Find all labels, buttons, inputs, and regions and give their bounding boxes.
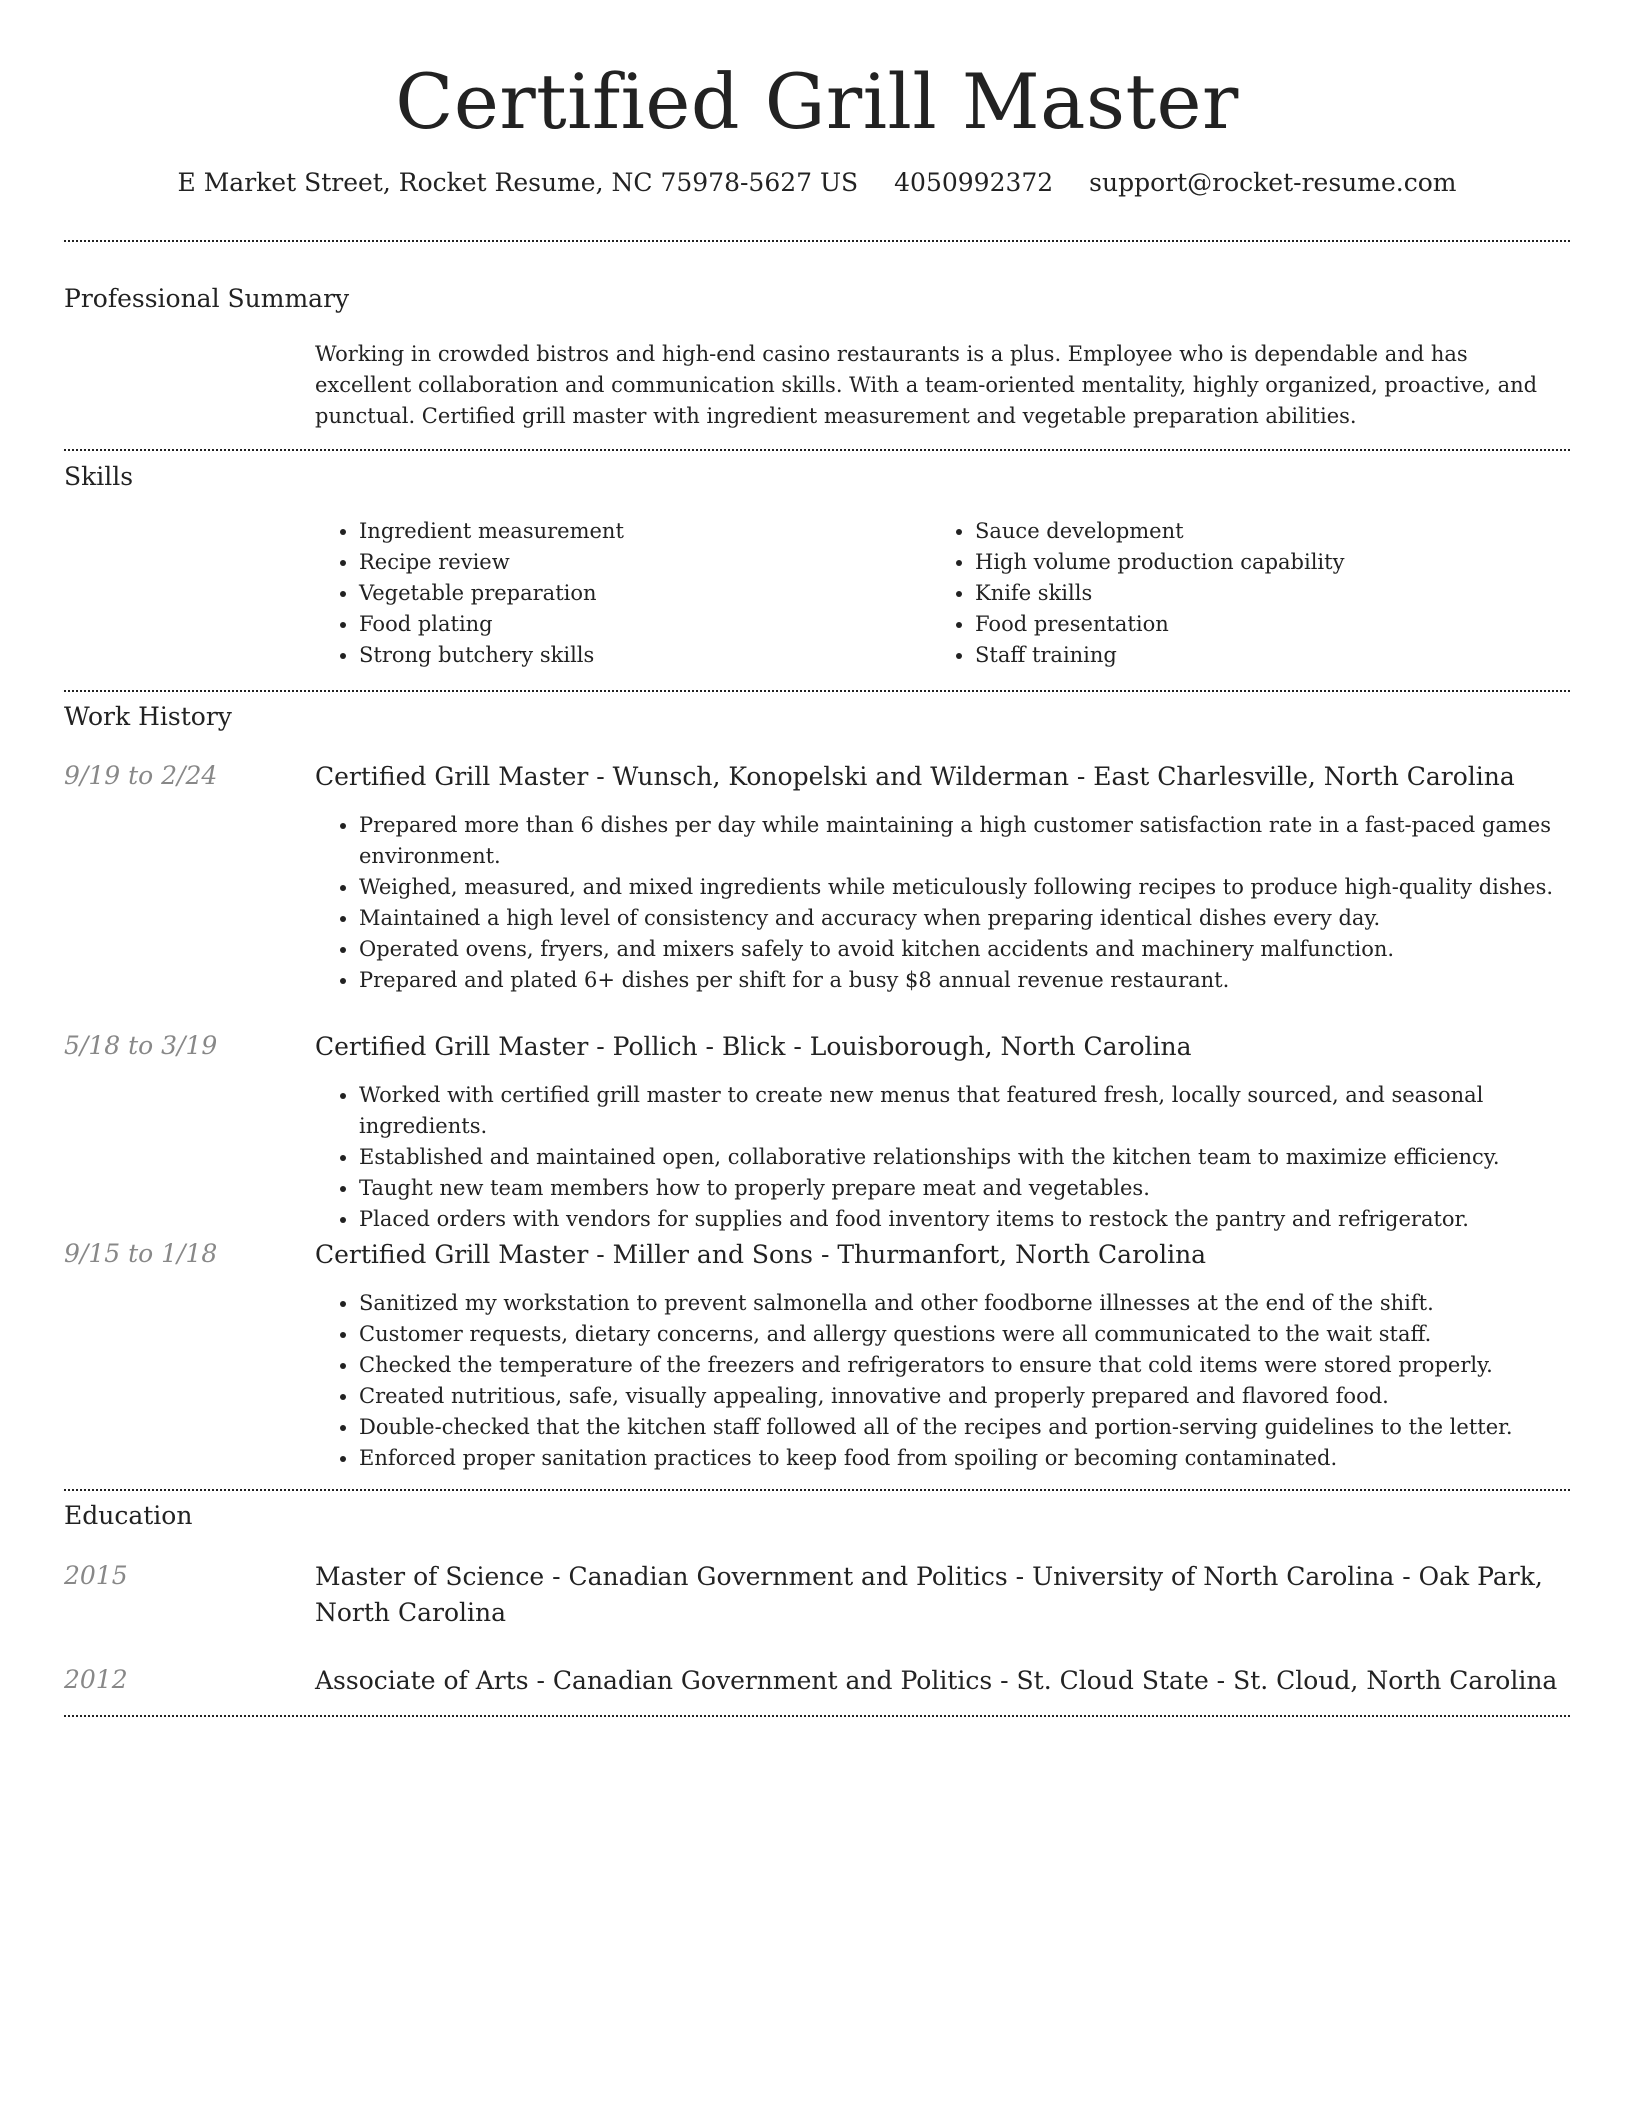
job-bullet: • Established and maintained open, collaborative relationships with the kitchen team to maximize efficiency. — [359, 1142, 1570, 1173]
job-dates: 9/19 to 2/24 — [64, 761, 218, 790]
job-bullet: • Worked with certified grill master to create new menus that featured fresh, locally sourced, and seasonal ingredients. — [359, 1080, 1570, 1142]
skill-item: • Food presentation — [975, 609, 1531, 640]
resume-page — [64, 0, 1570, 1695]
skill-item: • Vegetable preparation — [359, 578, 915, 609]
divider — [64, 240, 1570, 242]
job-bullet: • Customer requests, dietary concerns, and allergy questions were all communicated to the wait staff. — [359, 1319, 1570, 1350]
job-bullet: • Operated ovens, fryers, and mixers safely to avoid kitchen accidents and machinery malfunction. — [359, 934, 1570, 965]
skill-item: • Food plating — [359, 609, 915, 640]
skills-list-right — [931, 516, 1531, 671]
job-dates: 9/15 to 1/18 — [64, 1239, 218, 1268]
job-heading: Certified Grill Master - Pollich - Blick - Louisborough, North Carolina — [315, 1032, 1192, 1061]
section-title-summary: Professional Summary — [64, 284, 350, 313]
job-bullet: • Double-checked that the kitchen staff followed all of the recipes and portion-serving guidelines to the letter. — [359, 1412, 1570, 1443]
job-bullets — [315, 1288, 1570, 1474]
job-bullets — [315, 1080, 1570, 1235]
contact-line — [64, 168, 1570, 197]
skill-item: • Sauce development — [975, 516, 1531, 547]
job-heading: Certified Grill Master - Wunsch, Konopelski and Wilderman - East Charlesville, North Carolina — [315, 762, 1515, 791]
education-heading: Master of Science - Canadian Government and Politics - University of North Carolina - Oak Park, North Carolina — [315, 1562, 1543, 1627]
job-bullet: • Weighed, measured, and mixed ingredients while meticulously following recipes to produce high-quality dishes. — [359, 872, 1570, 903]
contact-phone: 4050992372 — [894, 168, 1054, 197]
job-bullet: • Placed orders with vendors for supplies and food inventory items to restock the pantry and refrigerator. — [359, 1204, 1570, 1235]
divider — [64, 1715, 1570, 1717]
divider — [64, 1489, 1570, 1491]
skill-item: • High volume production capability — [975, 547, 1531, 578]
job-bullet: • Taught new team members how to properly prepare meat and vegetables. — [359, 1173, 1570, 1204]
section-title-skills: Skills — [64, 462, 134, 491]
divider — [64, 690, 1570, 692]
skills-list-left — [315, 516, 915, 671]
job-heading: Certified Grill Master - Miller and Sons - Thurmanfort, North Carolina — [315, 1240, 1207, 1269]
summary-text: Working in crowded bistros and high-end casino restaurants is a plus. Employee who is dependable and has excellent collaboration and communication skills. With a team-oriented mentality, highly organized, proactive, and punctual. Certified grill master with ingredient measurement and vegetable preparation abilities. — [315, 342, 1538, 428]
job-bullets — [315, 810, 1570, 996]
job-dates: 5/18 to 3/19 — [64, 1031, 218, 1060]
job-bullet: • Prepared more than 6 dishes per day while maintaining a high customer satisfaction rate in a fast-paced games environment. — [359, 810, 1570, 872]
skill-item: • Strong butchery skills — [359, 640, 915, 671]
job-bullet: • Created nutritious, safe, visually appealing, innovative and properly prepared and flavored food. — [359, 1381, 1570, 1412]
job-bullet: • Maintained a high level of consistency and accuracy when preparing identical dishes every day. — [359, 903, 1570, 934]
contact-address: E Market Street, Rocket Resume, NC 75978-5627 US — [177, 168, 859, 197]
skill-item: • Staff training — [975, 640, 1531, 671]
skill-item: • Knife skills — [975, 578, 1531, 609]
section-title-work: Work History — [64, 702, 232, 731]
job-bullet: • Sanitized my workstation to prevent salmonella and other foodborne illnesses at the end of the shift. — [359, 1288, 1570, 1319]
skill-item: • Recipe review — [359, 547, 915, 578]
section-title-education: Education — [64, 1501, 193, 1530]
education-heading: Associate of Arts - Canadian Government and Politics - St. Cloud State - St. Cloud, North Carolina — [315, 1666, 1558, 1695]
contact-email: support@rocket-resume.com — [1089, 168, 1457, 197]
resume-name: Certified Grill Master — [395, 57, 1239, 146]
divider — [64, 449, 1570, 451]
skill-item: • Ingredient measurement — [359, 516, 915, 547]
job-bullet: • Checked the temperature of the freezers and refrigerators to ensure that cold items were stored properly. — [359, 1350, 1570, 1381]
job-bullet: • Prepared and plated 6+ dishes per shift for a busy $8 annual revenue restaurant. — [359, 965, 1570, 996]
education-year: 2012 — [64, 1665, 128, 1694]
education-year: 2015 — [64, 1561, 128, 1590]
job-bullet: • Enforced proper sanitation practices to keep food from spoiling or becoming contaminated. — [359, 1443, 1570, 1474]
